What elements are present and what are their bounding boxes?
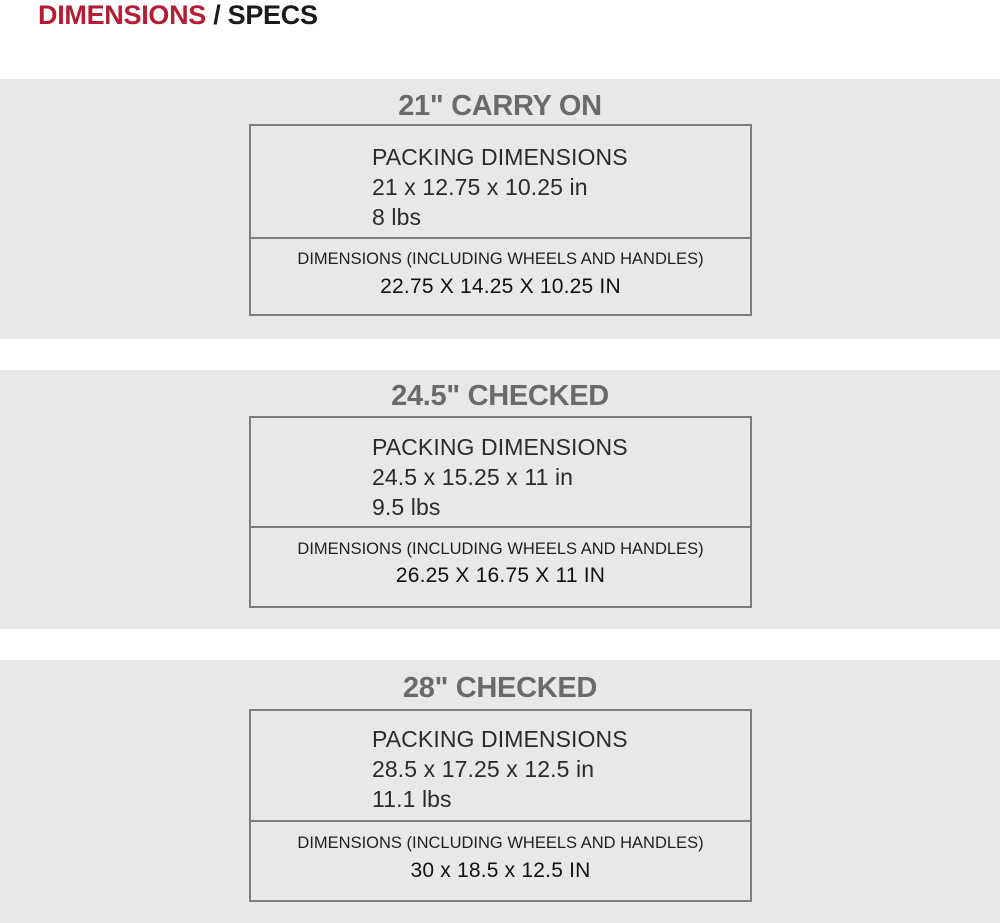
spec-box — [249, 416, 752, 608]
spec-box — [249, 709, 752, 902]
wheels-dims-label: DIMENSIONS (INCLUDING WHEELS AND HANDLES) — [297, 250, 704, 268]
wheels-dims-value: 22.75 X 14.25 X 10.25 IN — [380, 275, 621, 298]
wheels-dims-label: DIMENSIONS (INCLUDING WHEELS AND HANDLES) — [297, 834, 704, 852]
wheels-dims-value: 26.25 X 16.75 X 11 IN — [395, 564, 606, 587]
packing-label: PACKING DIMENSIONS — [372, 144, 628, 170]
spec-section-checked-28 — [0, 660, 1000, 923]
packing-label: PACKING DIMENSIONS — [372, 434, 628, 460]
wheels-dims-value: 30 x 18.5 x 12.5 IN — [410, 859, 591, 882]
packing-label: PACKING DIMENSIONS — [372, 726, 628, 752]
spec-section-carry-on — [0, 79, 1000, 339]
packing-dimensions-block — [251, 418, 750, 528]
packing-dims: 24.5 x 15.25 x 11 in — [372, 464, 574, 490]
packing-weight: 8 lbs — [372, 204, 422, 230]
section-title: 24.5" CHECKED — [391, 380, 609, 412]
heading-rest-text: / SPECS — [206, 0, 318, 30]
packing-weight: 11.1 lbs — [372, 786, 452, 812]
heading-accent-text: DIMENSIONS — [38, 0, 207, 30]
section-title: 21" CARRY ON — [398, 90, 602, 122]
wheels-dims-label: DIMENSIONS (INCLUDING WHEELS AND HANDLES) — [297, 540, 704, 558]
packing-dimensions-block — [251, 711, 750, 822]
packing-dims: 28.5 x 17.25 x 12.5 in — [372, 756, 595, 782]
page-heading — [38, 0, 318, 32]
packing-dims: 21 x 12.75 x 10.25 in — [372, 174, 588, 200]
packing-dimensions-block — [251, 126, 750, 239]
spec-box — [249, 124, 752, 316]
section-title: 28" CHECKED — [402, 672, 598, 704]
spec-section-checked-24 — [0, 370, 1000, 629]
packing-weight: 9.5 lbs — [372, 494, 441, 520]
